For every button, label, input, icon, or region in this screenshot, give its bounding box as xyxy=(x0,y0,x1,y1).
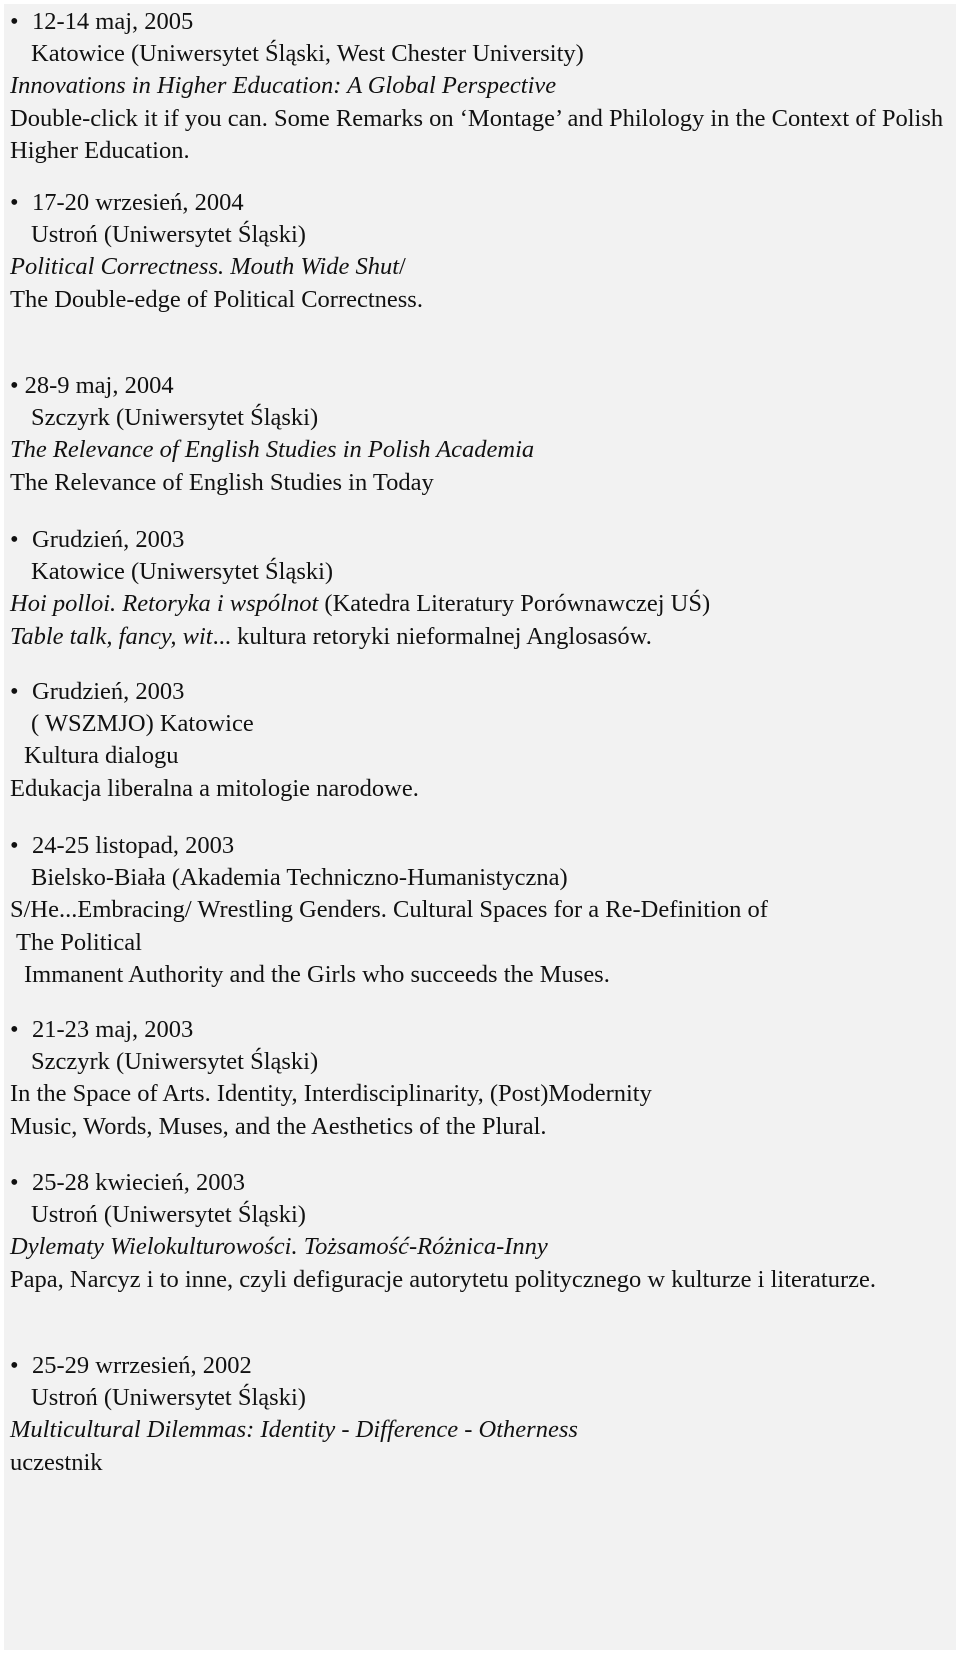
entry-date-line xyxy=(10,370,534,402)
entry-talk: Papa, Narcyz i to inne, czyli defiguracje autorytetu politycznego w kulturze i literaturze. xyxy=(10,1265,876,1293)
entry-date-line xyxy=(10,6,950,38)
entry-conference-title: Dylematy Wielokulturowości. Tożsamość-Różnica-Inny xyxy=(10,1233,548,1261)
bullet: • xyxy=(10,832,19,859)
entry-date: 25-28 kwiecień, 2003 xyxy=(32,1169,245,1196)
entry-conference-title: Kultura dialogu xyxy=(24,742,179,770)
entry-date: 24-25 listopad, 2003 xyxy=(32,832,235,859)
bullet: • xyxy=(10,1016,19,1043)
entry-place: Szczyrk (Uniwersytet Śląski) xyxy=(31,1048,319,1076)
entry-place: Ustroń (Uniwersytet Śląski) xyxy=(31,221,306,249)
entry-talk: Edukacja liberalna a mitologie narodowe. xyxy=(10,774,419,802)
document-page xyxy=(4,4,956,1650)
entry-conference-title-line xyxy=(10,251,423,283)
entry-date: 28-9 maj, 2004 xyxy=(24,372,174,399)
entry-talk: Music, Words, Muses, and the Aesthetics of the Plural. xyxy=(10,1112,547,1140)
entry-date-line xyxy=(10,676,419,708)
entry-conference-title-cont: The Political xyxy=(16,928,142,956)
entry-date-line xyxy=(10,1167,950,1199)
bullet: • xyxy=(10,189,19,216)
entry-date-line xyxy=(10,524,710,556)
entry-conference-title: Multicultural Dilemmas: Identity - Difference - Otherness xyxy=(10,1416,578,1444)
conference-entry xyxy=(10,1167,950,1296)
entry-conference-title: In the Space of Arts. Identity, Interdisciplinarity, (Post)Modernity xyxy=(10,1080,652,1108)
entry-conference-title: S/He...Embracing/ Wrestling Genders. Cultural Spaces for a Re-Definition of xyxy=(10,896,768,924)
entry-date: 21-23 maj, 2003 xyxy=(32,1016,194,1043)
entry-conference-title: Political Correctness. Mouth Wide Shut xyxy=(10,253,400,281)
entry-place: ( WSZMJO) Katowice xyxy=(31,710,254,738)
conference-entry xyxy=(10,1014,652,1143)
entry-date: 12-14 maj, 2005 xyxy=(32,8,194,35)
conference-entry xyxy=(10,676,419,805)
entry-place: Szczyrk (Uniwersytet Śląski) xyxy=(31,404,319,432)
entry-talk: The Relevance of English Studies in Today xyxy=(10,468,434,496)
entry-place: Katowice (Uniwersytet Śląski, West Chester University) xyxy=(31,40,584,68)
entry-talk: The Double-edge of Political Correctness. xyxy=(10,285,423,313)
entry-talk-italic: Table talk, fancy, wit xyxy=(10,622,213,650)
entry-date-line xyxy=(10,187,423,219)
entry-talk: Double-click it if you can. Some Remarks on ‘Montage’ and Philology in the Context of Polish Higher Education. xyxy=(10,104,944,164)
entry-place: Bielsko-Biała (Akademia Techniczno-Humanistyczna) xyxy=(31,864,568,892)
entry-conference-title: Innovations in Higher Education: A Global Perspective xyxy=(10,72,557,100)
entry-date: Grudzień, 2003 xyxy=(32,526,185,553)
conference-entry xyxy=(10,1350,578,1479)
entry-date-line xyxy=(10,1350,578,1382)
entry-conference-title-line xyxy=(10,588,710,620)
entry-place: Katowice (Uniwersytet Śląski) xyxy=(31,558,334,586)
entry-title-suffix: (Katedra Literatury Porównawczej UŚ) xyxy=(318,590,711,618)
entry-date: 25-29 wrrzesień, 2002 xyxy=(32,1352,252,1379)
bullet: • xyxy=(10,372,19,399)
conference-entry xyxy=(10,370,534,499)
conference-entry xyxy=(10,830,768,991)
entry-date-line xyxy=(10,830,768,862)
entry-talk: ... kultura retoryki nieformalnej Anglosasów. xyxy=(212,622,652,650)
bullet: • xyxy=(10,526,19,553)
bullet: • xyxy=(10,678,19,705)
entry-date-line xyxy=(10,1014,652,1046)
bullet: • xyxy=(10,1169,19,1196)
bullet: • xyxy=(10,1352,19,1379)
entry-place: Ustroń (Uniwersytet Śląski) xyxy=(31,1201,306,1229)
entry-title-suffix: / xyxy=(399,253,406,281)
entry-talk: Immanent Authority and the Girls who succeeds the Muses. xyxy=(24,960,610,988)
entry-date: Grudzień, 2003 xyxy=(32,678,185,705)
entry-date: 17-20 wrzesień, 2004 xyxy=(32,189,244,216)
conference-entry xyxy=(10,524,710,653)
conference-entry xyxy=(10,6,950,167)
entry-conference-title: Hoi polloi. Retoryka i wspólnot xyxy=(10,590,319,618)
entry-place: Ustroń (Uniwersytet Śląski) xyxy=(31,1384,306,1412)
bullet: • xyxy=(10,8,19,35)
entry-talk-line xyxy=(10,621,710,653)
conference-entry xyxy=(10,187,423,316)
entry-talk: uczestnik xyxy=(10,1448,103,1476)
entry-conference-title: The Relevance of English Studies in Polish Academia xyxy=(10,436,535,464)
